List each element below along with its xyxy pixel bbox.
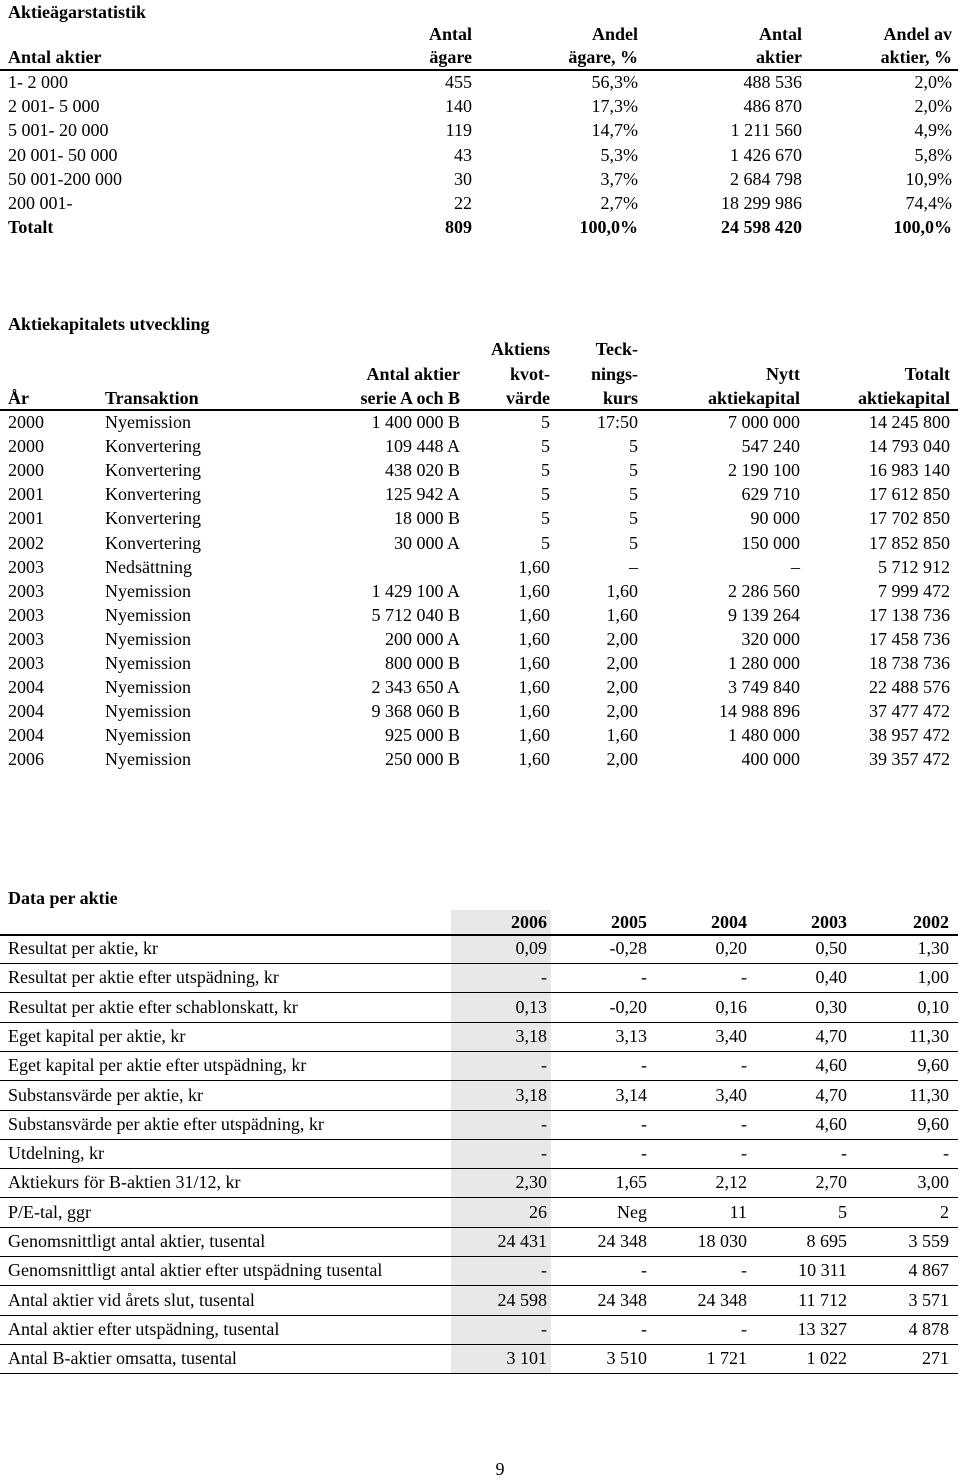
capital-cell-quota: 5 [541,460,550,480]
capital-cell-year: 2003 [8,581,44,601]
pershare-row-rule [0,1256,958,1257]
capital-cell-transaction: Nyemission [105,749,192,769]
capital-cell-subscription: 5 [629,533,638,553]
pershare-row-value: 8 695 [806,1231,847,1251]
pershare-row-value: 1,00 [917,967,949,987]
capital-header-subscription-1: Teck- [595,339,638,359]
capital-cell-shares: 30 000 A [393,533,460,553]
pershare-row-value: 2 [940,1202,949,1222]
capital-cell-quota: 1,60 [518,677,550,697]
capital-cell-quota: 1,60 [518,749,550,769]
ownership-header-owners-2: ägare [429,47,472,67]
capital-cell-transaction: Konvertering [105,460,201,480]
capital-cell-year: 2001 [8,484,44,504]
pershare-row-value: 0,50 [815,938,847,958]
pershare-row-value: 11,30 [909,1026,949,1046]
ownership-cell-size-range: 5 001- 20 000 [8,120,109,140]
pershare-row-value: 0,16 [715,997,747,1017]
capital-cell-shares: 1 400 000 B [371,412,460,432]
pershare-row-rule [0,1168,958,1169]
capital-header-totalcap-2: aktiekapital [857,388,950,408]
capital-cell-year: 2004 [8,677,44,697]
pershare-row-value: 0,09 [515,938,547,958]
capital-cell-total-capital: 17 702 850 [869,508,950,528]
pershare-row-value: 3,00 [917,1172,949,1192]
pershare-row-value: 1 721 [706,1348,747,1368]
pershare-row-label: Eget kapital per aktie, kr [8,1026,186,1046]
pershare-row-value: - [541,967,547,987]
capital-header-subscription-3: kurs [602,388,638,408]
capital-cell-subscription: – [629,557,638,577]
capital-cell-total-capital: 5 712 912 [878,557,950,577]
ownership-total-owners: 809 [445,217,472,237]
pershare-row-value: 3 101 [506,1348,547,1368]
capital-cell-transaction: Konvertering [105,533,201,553]
capital-cell-year: 2003 [8,653,44,673]
pershare-row-value: - [641,1319,647,1339]
capital-cell-year: 2000 [8,412,44,432]
capital-cell-shares: 800 000 B [384,653,460,673]
capital-cell-total-capital: 14 793 040 [869,436,950,456]
capital-cell-quota: 1,60 [518,653,550,673]
capital-cell-shares: 5 712 040 B [371,605,460,625]
capital-cell-total-capital: 22 488 576 [869,677,950,697]
ownership-total-size-range: Totalt [8,217,54,237]
capital-header-totalcap-1: Totalt [904,364,950,384]
pershare-row-value: 11 [729,1202,747,1222]
capital-cell-new-capital: 14 988 896 [719,701,800,721]
pershare-row-value: 10 311 [798,1260,847,1280]
ownership-cell-shares: 486 870 [743,96,802,116]
capital-cell-new-capital: 400 000 [741,749,800,769]
capital-cell-new-capital: 7 000 000 [728,412,800,432]
capital-cell-subscription: 17:50 [596,412,638,432]
capital-cell-subscription: 5 [629,436,638,456]
pershare-row-value: 5 [838,1202,847,1222]
pershare-row-value: 9,60 [917,1055,949,1075]
capital-cell-year: 2003 [8,557,44,577]
capital-cell-total-capital: 7 999 472 [878,581,950,601]
capital-cell-transaction: Nyemission [105,581,192,601]
pershare-row-value: - [741,1143,747,1163]
ownership-total-owners-pct: 100,0% [579,217,638,237]
pershare-row-label: Antal B-aktier omsatta, tusental [8,1348,237,1368]
pershare-row-value: 4 878 [908,1319,949,1339]
ownership-header-shares-2: aktier [756,47,802,67]
capital-cell-subscription: 5 [629,484,638,504]
capital-cell-quota: 5 [541,508,550,528]
capital-title: Aktiekapitalets utveckling [8,314,210,334]
pershare-year-0: 2006 [511,912,547,932]
capital-header-newcap-2: aktiekapital [707,388,800,408]
capital-cell-subscription: 2,00 [606,677,638,697]
capital-cell-quota: 5 [541,484,550,504]
capital-cell-transaction: Konvertering [105,508,201,528]
capital-cell-year: 2004 [8,701,44,721]
pershare-row-rule [0,1373,958,1374]
ownership-header-owners-1: Antal [428,24,472,44]
capital-cell-subscription: 5 [629,460,638,480]
ownership-cell-owners: 455 [445,72,472,92]
pershare-row-label: Eget kapital per aktie efter utspädning, kr [8,1055,307,1075]
pershare-row-value: 24 431 [497,1231,547,1251]
capital-cell-new-capital: 90 000 [750,508,800,528]
capital-cell-shares: 250 000 B [384,749,460,769]
pershare-row-rule [0,1110,958,1111]
capital-header-quota-1: Aktiens [490,339,550,359]
capital-cell-year: 2001 [8,508,44,528]
ownership-cell-owners: 30 [454,169,472,189]
pershare-row-value: 3,40 [715,1026,747,1046]
pershare-row-value: - [641,1143,647,1163]
pershare-row-value: - [541,1114,547,1134]
capital-cell-transaction: Nyemission [105,725,192,745]
pershare-row-value: 2,30 [515,1172,547,1192]
capital-cell-total-capital: 14 245 800 [869,412,950,432]
capital-cell-total-capital: 18 738 736 [869,653,950,673]
pershare-row-value: 11 712 [798,1290,847,1310]
capital-cell-new-capital: 2 286 560 [728,581,800,601]
capital-cell-quota: 5 [541,533,550,553]
pershare-row-value: 3 510 [606,1348,647,1368]
pershare-row-value: 3,18 [515,1026,547,1046]
pershare-row-value: 3,13 [615,1026,647,1046]
ownership-header-ownerspct-1: Andel [591,24,638,44]
pershare-row-rule [0,1344,958,1345]
ownership-cell-shares-pct: 4,9% [914,120,952,140]
capital-cell-year: 2000 [8,460,44,480]
capital-cell-transaction: Konvertering [105,436,201,456]
capital-cell-quota: 1,60 [518,557,550,577]
ownership-header-size: Antal aktier [8,47,102,67]
pershare-row-value: - [641,967,647,987]
ownership-cell-owners-pct: 2,7% [600,193,638,213]
ownership-cell-size-range: 1- 2 000 [8,72,68,92]
pershare-row-value: - [541,1055,547,1075]
pershare-row-value: 24 598 [497,1290,547,1310]
capital-cell-new-capital: 3 749 840 [728,677,800,697]
capital-cell-total-capital: 16 983 140 [869,460,950,480]
ownership-cell-owners-pct: 14,7% [591,120,638,140]
pershare-row-label: Aktiekurs för B-aktien 31/12, kr [8,1172,241,1192]
pershare-row-label: Resultat per aktie efter utspädning, kr [8,967,279,987]
capital-cell-year: 2006 [8,749,44,769]
capital-cell-new-capital: 320 000 [741,629,800,649]
ownership-cell-owners: 119 [445,120,472,140]
pershare-row-value: 4,70 [815,1026,847,1046]
capital-cell-shares: 9 368 060 B [371,701,460,721]
capital-cell-subscription: 1,60 [606,725,638,745]
pershare-row-value: 13 327 [797,1319,847,1339]
capital-cell-total-capital: 37 477 472 [869,701,950,721]
ownership-header-ownerspct-2: ägare, % [568,47,638,67]
ownership-cell-shares: 1 426 670 [730,145,802,165]
pershare-row-value: 1,65 [615,1172,647,1192]
pershare-row-rule [0,1227,958,1228]
pershare-row-label: Resultat per aktie, kr [8,938,158,958]
capital-header-shares-2: serie A och B [360,388,460,408]
pershare-row-value: - [541,1143,547,1163]
pershare-row-value: 24 348 [597,1231,647,1251]
pershare-row-value: 4 867 [908,1260,949,1280]
ownership-header-shares-1: Antal [758,24,802,44]
pershare-row-value: - [641,1114,647,1134]
capital-cell-transaction: Nyemission [105,701,192,721]
capital-cell-quota: 1,60 [518,605,550,625]
ownership-cell-shares: 1 211 560 [730,120,802,140]
ownership-cell-owners-pct: 17,3% [591,96,638,116]
capital-cell-subscription: 1,60 [606,581,638,601]
capital-cell-total-capital: 39 357 472 [869,749,950,769]
ownership-cell-shares-pct: 2,0% [914,72,952,92]
capital-cell-total-capital: 17 138 736 [869,605,950,625]
pershare-year-1: 2005 [611,912,647,932]
pershare-row-value: 9,60 [917,1114,949,1134]
capital-cell-quota: 5 [541,436,550,456]
capital-header-transaction: Transaktion [105,388,199,408]
capital-cell-shares: 125 942 A [384,484,460,504]
capital-header-quota-2: kvot- [510,364,550,384]
capital-cell-transaction: Konvertering [105,484,201,504]
capital-header-quota-3: värde [506,388,550,408]
ownership-cell-owners: 43 [454,145,472,165]
ownership-cell-size-range: 2 001- 5 000 [8,96,100,116]
capital-cell-year: 2002 [8,533,44,553]
pershare-row-value: - [641,1055,647,1075]
pershare-row-value: 0,40 [815,967,847,987]
capital-cell-subscription: 5 [629,508,638,528]
pershare-row-rule [0,1051,958,1052]
capital-cell-transaction: Nyemission [105,653,192,673]
capital-cell-shares: 2 343 650 A [371,677,460,697]
pershare-year-2: 2004 [711,912,747,932]
pershare-row-value: - [841,1143,847,1163]
ownership-header-sharespct-1: Andel av [883,24,952,44]
pershare-row-value: 2,12 [715,1172,747,1192]
pershare-row-rule [0,992,958,993]
pershare-row-label: Antal aktier efter utspädning, tusental [8,1319,280,1339]
capital-cell-transaction: Nedsättning [105,557,192,577]
ownership-cell-owners: 22 [454,193,472,213]
capital-cell-quota: 1,60 [518,725,550,745]
capital-cell-subscription: 2,00 [606,749,638,769]
pershare-row-label: Substansvärde per aktie efter utspädning, kr [8,1114,324,1134]
capital-cell-transaction: Nyemission [105,629,192,649]
capital-cell-total-capital: 17 612 850 [869,484,950,504]
capital-header-subscription-2: nings- [590,364,638,384]
ownership-cell-size-range: 50 001-200 000 [8,169,122,189]
capital-cell-new-capital: – [791,557,800,577]
pershare-row-rule [0,1080,958,1081]
ownership-cell-size-range: 200 001- [8,193,73,213]
pershare-row-value: 3 559 [908,1231,949,1251]
capital-cell-new-capital: 150 000 [741,533,800,553]
pershare-year-3: 2003 [811,912,847,932]
ownership-cell-owners-pct: 5,3% [600,145,638,165]
pershare-row-value: 24 348 [597,1290,647,1310]
capital-cell-subscription: 1,60 [606,605,638,625]
capital-cell-total-capital: 17 458 736 [869,629,950,649]
ownership-cell-shares-pct: 10,9% [905,169,952,189]
capital-cell-subscription: 2,00 [606,629,638,649]
pershare-row-rule [0,1022,958,1023]
capital-cell-new-capital: 9 139 264 [728,605,800,625]
capital-cell-transaction: Nyemission [105,677,192,697]
pershare-row-value: -0,28 [609,938,647,958]
capital-cell-new-capital: 2 190 100 [728,460,800,480]
capital-cell-subscription: 2,00 [606,701,638,721]
ownership-total-shares: 24 598 420 [721,217,802,237]
capital-cell-shares: 18 000 B [393,508,460,528]
ownership-cell-shares: 2 684 798 [730,169,802,189]
pershare-row-value: - [741,1114,747,1134]
pershare-row-value: 3,14 [615,1085,647,1105]
capital-header-year: År [8,388,29,408]
capital-cell-new-capital: 629 710 [741,484,800,504]
capital-cell-new-capital: 1 480 000 [728,725,800,745]
capital-cell-quota: 1,60 [518,581,550,601]
capital-cell-shares: 200 000 A [384,629,460,649]
pershare-row-value: 4,60 [815,1055,847,1075]
capital-cell-shares: 925 000 B [384,725,460,745]
pershare-row-value: 2,70 [815,1172,847,1192]
pershare-row-value: - [741,1055,747,1075]
ownership-header-rule [0,69,958,71]
pershare-row-label: Resultat per aktie efter schablonskatt, kr [8,997,298,1017]
pershare-row-value: - [741,1260,747,1280]
capital-cell-shares: 1 429 100 A [371,581,460,601]
capital-cell-total-capital: 38 957 472 [869,725,950,745]
pershare-row-value: 11,30 [909,1085,949,1105]
ownership-cell-shares: 488 536 [743,72,802,92]
ownership-cell-shares-pct: 5,8% [914,145,952,165]
capital-cell-new-capital: 1 280 000 [728,653,800,673]
ownership-cell-size-range: 20 001- 50 000 [8,145,118,165]
ownership-cell-owners-pct: 56,3% [591,72,638,92]
capital-cell-year: 2000 [8,436,44,456]
capital-cell-total-capital: 17 852 850 [869,533,950,553]
capital-cell-transaction: Nyemission [105,605,192,625]
pershare-row-rule [0,1285,958,1286]
ownership-cell-owners: 140 [445,96,472,116]
pershare-row-label: Genomsnittligt antal aktier, tusental [8,1231,266,1251]
pershare-row-value: 271 [922,1348,949,1368]
pershare-row-rule [0,1197,958,1198]
capital-cell-quota: 1,60 [518,629,550,649]
pershare-row-value: - [741,967,747,987]
ownership-cell-shares-pct: 74,4% [905,193,952,213]
pershare-row-value: 1,30 [917,938,949,958]
ownership-cell-shares-pct: 2,0% [914,96,952,116]
capital-cell-year: 2003 [8,629,44,649]
pershare-row-rule [0,1139,958,1140]
capital-cell-shares: 438 020 B [384,460,460,480]
pershare-year-4: 2002 [913,912,949,932]
pershare-row-value: 0,13 [515,997,547,1017]
pershare-row-value: 26 [529,1202,547,1222]
pershare-row-label: Utdelning, kr [8,1143,104,1163]
pershare-row-label: Antal aktier vid årets slut, tusental [8,1290,255,1310]
capital-cell-shares: 109 448 A [384,436,460,456]
capital-header-shares-1: Antal aktier [366,364,460,384]
pershare-row-label: P/E-tal, ggr [8,1202,91,1222]
ownership-header-sharespct-2: aktier, % [880,47,952,67]
pershare-row-value: 24 348 [697,1290,747,1310]
pershare-row-value: - [741,1319,747,1339]
pershare-row-value: - [943,1143,949,1163]
pershare-row-value: - [541,1260,547,1280]
page-number: 9 [495,1459,505,1479]
pershare-row-value: 3,40 [715,1085,747,1105]
pershare-row-label: Substansvärde per aktie, kr [8,1085,203,1105]
ownership-title: Aktieägarstatistik [8,2,146,22]
ownership-total-shares-pct: 100,0% [893,217,952,237]
pershare-row-value: - [541,1319,547,1339]
pershare-row-value: 3 571 [908,1290,949,1310]
pershare-title: Data per aktie [8,888,118,908]
ownership-cell-shares: 18 299 986 [721,193,802,213]
pershare-row-value: 3,18 [515,1085,547,1105]
pershare-row-rule [0,1315,958,1316]
capital-cell-subscription: 2,00 [606,653,638,673]
pershare-row-value: -0,20 [609,997,647,1017]
pershare-row-value: - [641,1260,647,1280]
pershare-row-value: 4,60 [815,1114,847,1134]
capital-cell-quota: 1,60 [518,701,550,721]
pershare-row-value: 0,10 [917,997,949,1017]
capital-cell-new-capital: 547 240 [741,436,800,456]
pershare-row-label: Genomsnittligt antal aktier efter utspädning tusental [8,1260,383,1280]
capital-cell-year: 2003 [8,605,44,625]
pershare-row-value: 0,30 [815,997,847,1017]
capital-cell-quota: 5 [541,412,550,432]
pershare-row-value: 18 030 [697,1231,747,1251]
pershare-row-value: 0,20 [715,938,747,958]
capital-cell-transaction: Nyemission [105,412,192,432]
capital-cell-year: 2004 [8,725,44,745]
capital-header-newcap-1: Nytt [766,364,800,384]
pershare-row-value: 1 022 [806,1348,847,1368]
pershare-row-value: 4,70 [815,1085,847,1105]
pershare-row-value: Neg [617,1202,647,1222]
pershare-row-rule [0,963,958,964]
ownership-cell-owners-pct: 3,7% [600,169,638,189]
